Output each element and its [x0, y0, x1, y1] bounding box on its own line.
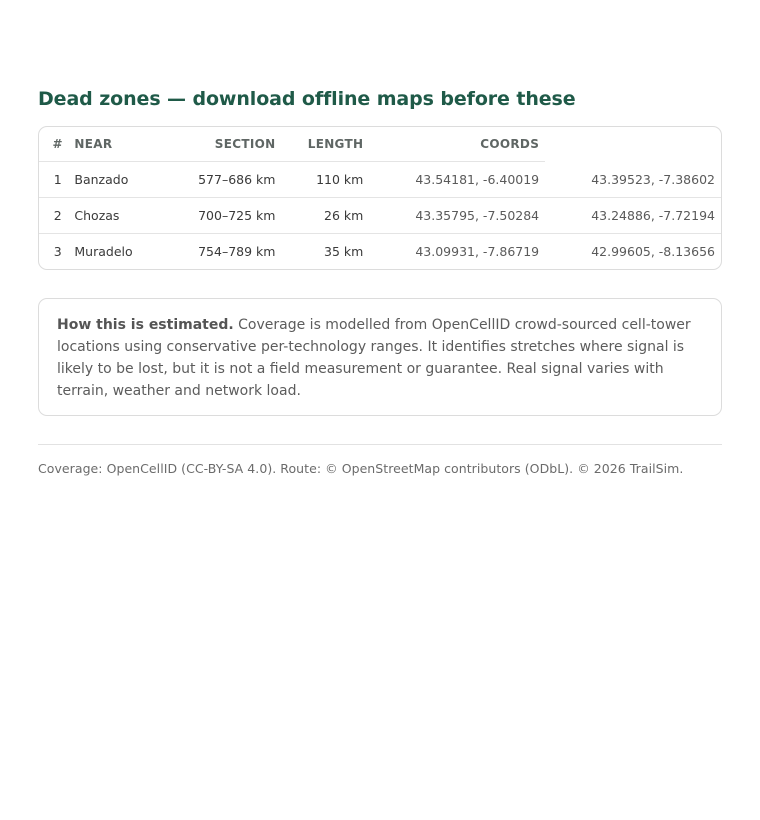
footer-divider	[38, 444, 722, 445]
row-length: 26 km	[281, 198, 369, 234]
col-header-coords: COORDS	[369, 127, 545, 162]
row-coord-end: 43.39523, -7.38602	[545, 162, 721, 198]
note-lead: How this is estimated.	[57, 317, 234, 333]
dead-zones-table	[39, 127, 721, 269]
row-length: 110 km	[281, 162, 369, 198]
row-coord-end: 43.24886, -7.72194	[545, 198, 721, 234]
dead-zones-table-card	[38, 126, 722, 270]
col-header-near: NEAR	[68, 127, 178, 162]
table-header-row	[39, 127, 721, 162]
dead-zones-section	[38, 86, 722, 476]
col-header-section: SECTION	[178, 127, 281, 162]
row-section: 700–725 km	[178, 198, 281, 234]
table-row	[39, 234, 721, 270]
row-section: 754–789 km	[198, 244, 276, 259]
table-row	[39, 198, 721, 234]
table-row	[39, 162, 721, 198]
attribution-footer: Coverage: OpenCellID (CC-BY-SA 4.0). Route: © OpenStreetMap contributors (ODbL). © 2026 TrailSim.	[38, 461, 684, 476]
row-coord-start: 43.09931, -7.86719	[415, 244, 540, 259]
row-length: 35 km	[324, 244, 364, 259]
col-header-length: LENGTH	[281, 127, 369, 162]
row-num: 1	[39, 162, 68, 198]
row-coord-start: 43.54181, -6.40019	[369, 162, 545, 198]
note-body: Coverage is modelled from OpenCellID crowd-sourced cell-tower locations using conservative per-technology ranges. It identifies stretches where signal is likely to be lost, but it is not a field measurement or guarantee. Real signal varies with terrain, weather and network load.	[57, 317, 691, 399]
estimation-note	[38, 298, 722, 416]
col-header-num: #	[39, 127, 68, 162]
row-coord-end: 42.99605, -8.13656	[591, 244, 715, 259]
row-num: 3	[53, 244, 62, 259]
col-header-coords-end	[545, 127, 721, 162]
row-coord-start: 43.35795, -7.50284	[369, 198, 545, 234]
row-near: Muradelo	[74, 244, 133, 259]
row-num: 2	[39, 198, 68, 234]
row-near: Banzado	[68, 162, 178, 198]
section-title: Dead zones — download offline maps before these	[38, 88, 576, 110]
row-section: 577–686 km	[178, 162, 281, 198]
row-near: Chozas	[68, 198, 178, 234]
